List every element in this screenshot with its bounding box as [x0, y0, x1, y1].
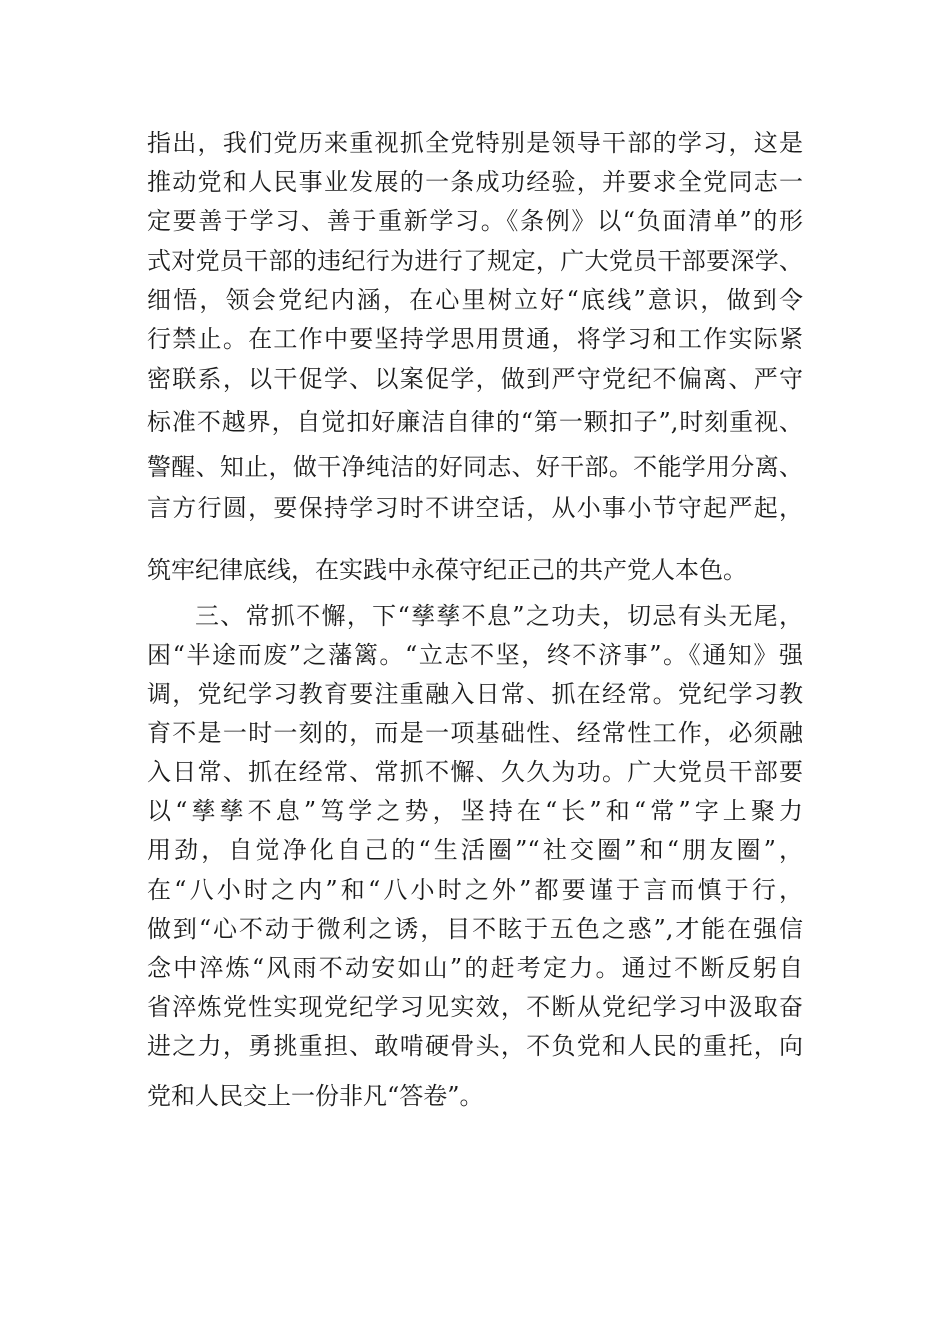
- text-line: 式对党员干部的违纪行为进行了规定，广大党员干部要深学、: [147, 247, 803, 275]
- text-line: 推动党和人民事业发展的一条成功经验，并要求全党同志一: [147, 168, 803, 196]
- text-line: 定要善于学习、善于重新学习。《条例》以“负面清单”的形: [147, 207, 803, 235]
- text-line: 三、常抓不懈，下“孳孳不息”之功夫，切忌有头无尾，: [195, 602, 803, 630]
- text-line: 筑牢纪律底线，在实践中永葆守纪正己的共产党人本色。: [147, 556, 747, 584]
- text-line: 言方行圆，要保持学习时不讲空话，从小事小节守起严起，: [147, 494, 803, 522]
- text-line: 标准不越界，自觉扣好廉洁自律的“第一颗扣子”,时刻重视、: [147, 408, 803, 436]
- text-line: 入日常、抓在经常、常抓不懈、久久为功。广大党员干部要: [147, 758, 803, 786]
- text-line: 念中淬炼“风雨不动安如山”的赶考定力。通过不断反躬自: [147, 954, 803, 982]
- text-line: 省淬炼党性实现党纪学习见实效，不断从党纪学习中汲取奋: [147, 993, 803, 1021]
- text-line: 进之力，勇挑重担、敢啃硬骨头，不负党和人民的重托，向: [147, 1032, 803, 1060]
- text-line: 密联系，以干促学、以案促学，做到严守党纪不偏离、严守: [147, 365, 803, 393]
- text-line: 在“八小时之内”和“八小时之外”都要谨于言而慎于行，: [147, 876, 803, 904]
- text-line: 行禁止。在工作中要坚持学思用贯通，将学习和工作实际紧: [147, 325, 803, 353]
- text-line: 育不是一时一刻的，而是一项基础性、经常性工作，必须融: [147, 719, 803, 747]
- text-line: 警醒、知止，做干净纯洁的好同志、好干部。不能学用分离、: [147, 453, 803, 481]
- text-line: 党和人民交上一份非凡“答卷”。: [147, 1082, 484, 1110]
- text-line: 以“孳孳不息”笃学之势，坚持在“长”和“常”字上聚力: [147, 797, 803, 825]
- text-line: 困“半途而废”之藩篱。“立志不坚，终不济事”。《通知》强: [147, 641, 803, 669]
- text-line: 用劲，自觉净化自己的“生活圈”“社交圈”和“朋友圈”，: [147, 836, 803, 864]
- text-line: 调，党纪学习教育要注重融入日常、抓在经常。党纪学习教: [147, 680, 803, 708]
- text-line: 细悟，领会党纪内涵，在心里树立好“底线”意识，做到令: [147, 286, 803, 314]
- text-line: 指出，我们党历来重视抓全党特别是领导干部的学习，这是: [147, 129, 803, 157]
- text-line: 做到“心不动于微利之诱，目不眩于五色之惑”,才能在强信: [147, 915, 803, 943]
